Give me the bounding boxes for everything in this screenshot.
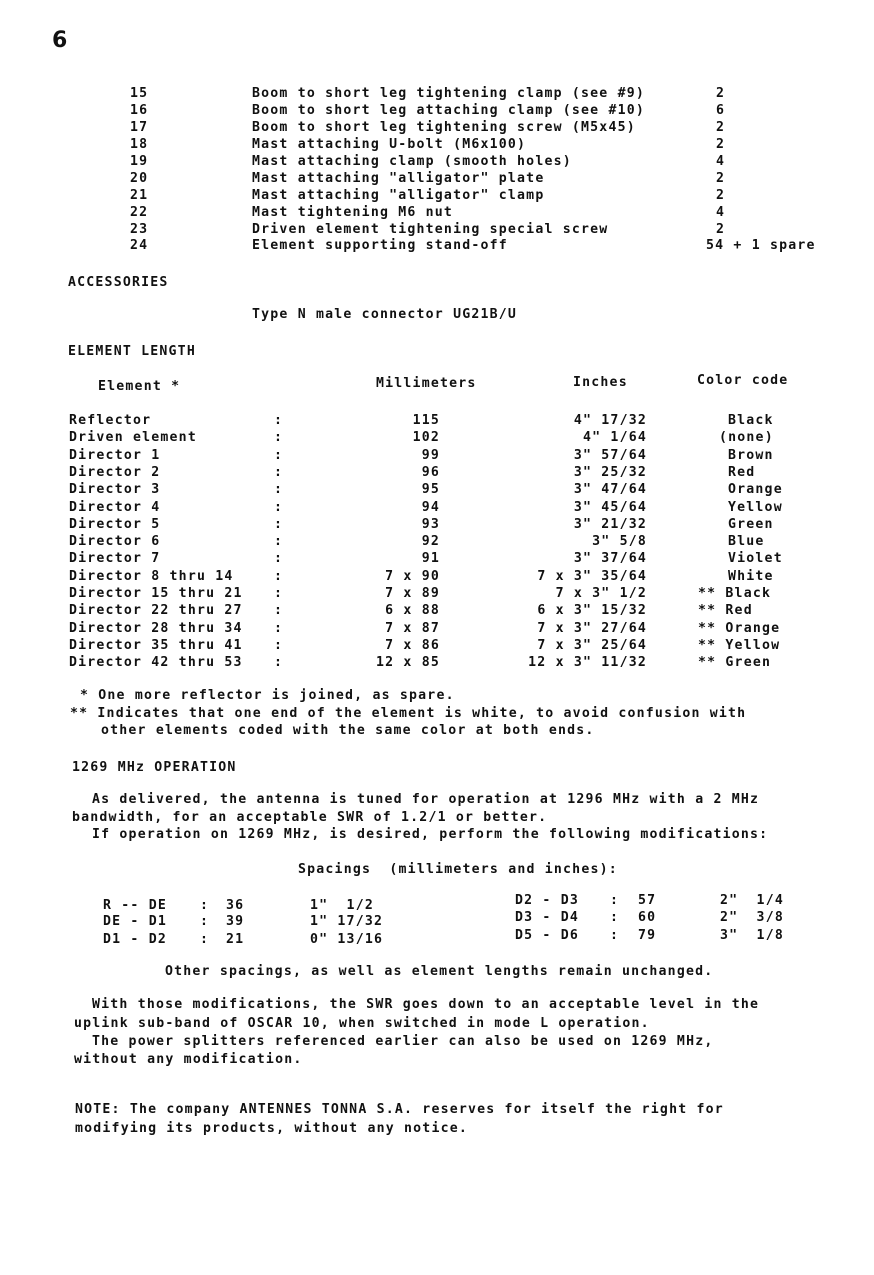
part-number: 24: [130, 238, 149, 253]
element-row: [0, 500, 874, 517]
column-header-inches: Inches: [573, 375, 628, 390]
element-inches: 7 x 3" 35/64: [537, 568, 647, 584]
element-name: Director 22 thru 27: [69, 603, 243, 619]
element-mm: 7 x 90: [385, 568, 440, 584]
element-mm: 94: [421, 499, 440, 515]
element-inches: 3" 21/32: [573, 516, 647, 532]
separator-colon: :: [610, 928, 620, 943]
parts-list-row: [0, 137, 874, 154]
spacing-mm: 79: [638, 928, 657, 943]
separator-colon: :: [274, 586, 284, 601]
separator-colon: :: [274, 447, 284, 463]
part-description: Boom to short leg attaching clamp (see #10): [252, 103, 646, 118]
footnote-white-end-1: ** Indicates that one end of the element is white, to avoid confusion with: [70, 706, 747, 721]
part-quantity: 4: [716, 154, 726, 169]
part-description: Boom to short leg tightening screw (M5x45): [252, 120, 636, 135]
element-row: [0, 638, 874, 655]
element-row: [0, 413, 874, 430]
element-mm: 7 x 86: [385, 637, 440, 653]
element-color-code: ** Orange: [698, 620, 781, 636]
column-header-mm: Millimeters: [376, 376, 477, 391]
element-mm: 7 x 87: [385, 620, 440, 636]
spacing-mm: 57: [638, 893, 657, 908]
part-number: 23: [130, 222, 149, 237]
element-inches: 4" 17/32: [573, 413, 647, 428]
element-mm: 95: [421, 482, 440, 498]
spacing-row: [0, 910, 874, 927]
element-mm: 96: [421, 464, 440, 480]
element-name: Director 6: [69, 534, 161, 550]
column-header-color: Color code: [697, 373, 789, 388]
element-inches: 3" 45/64: [573, 499, 647, 515]
separator-colon: :: [274, 430, 284, 446]
element-name: Director 4: [69, 499, 161, 515]
element-color-code: Orange: [728, 482, 783, 498]
swr-para-2: uplink sub-band of OSCAR 10, when switched in mode L operation.: [74, 1016, 650, 1031]
element-mm: 115: [412, 413, 440, 428]
part-number: 16: [130, 103, 149, 118]
element-inches: 3" 5/8: [592, 534, 647, 550]
part-number: 22: [130, 205, 149, 220]
part-description: Element supporting stand-off: [252, 238, 508, 253]
part-number: 20: [130, 171, 149, 186]
part-description: Mast attaching U-bolt (M6x100): [252, 137, 527, 152]
part-number: 18: [130, 137, 149, 152]
element-mm: 93: [421, 516, 440, 532]
element-color-code: ** Red: [698, 603, 753, 619]
spacing-inches: 1" 17/32: [310, 914, 384, 929]
operation-para-1c: If operation on 1269 MHz, is desired, perform the following modifications:: [92, 827, 769, 842]
operation-para-1b: bandwidth, for an acceptable SWR of 1.2/1 or better.: [72, 810, 548, 825]
parts-list-row: [0, 222, 874, 239]
parts-list-row: [0, 154, 874, 171]
element-name: Director 7: [69, 551, 161, 567]
element-color-code: Black: [728, 413, 774, 428]
spacing-inches: 3" 1/8: [720, 928, 784, 943]
element-length-heading: ELEMENT LENGTH: [68, 344, 196, 359]
unchanged-note: Other spacings, as well as element lengths remain unchanged.: [165, 964, 714, 979]
parts-list-row: [0, 238, 874, 255]
parts-list-row: [0, 120, 874, 137]
part-quantity: 4: [716, 205, 726, 220]
accessory-item: Type N male connector UG21B/U: [252, 307, 518, 322]
element-name: Director 42 thru 53: [69, 655, 243, 671]
accessories-heading: ACCESSORIES: [68, 275, 169, 290]
element-row: [0, 603, 874, 620]
element-color-code: (none): [719, 430, 774, 446]
element-row: [0, 655, 874, 672]
separator-colon: :: [200, 914, 210, 929]
spacing-row: [0, 928, 874, 945]
element-color-code: White: [728, 568, 774, 584]
element-mm: 99: [421, 447, 440, 463]
element-row: [0, 586, 874, 603]
separator-colon: :: [274, 499, 284, 515]
footnote-white-end-2: other elements coded with the same color at both ends.: [101, 723, 595, 738]
element-color-code: Red: [728, 464, 756, 480]
separator-colon: :: [610, 910, 620, 925]
part-description: Mast attaching "alligator" plate: [252, 171, 545, 186]
spacings-title: Spacings (millimeters and inches):: [298, 862, 618, 877]
splitter-para-1: The power splitters referenced earlier can also be used on 1269 MHz,: [92, 1034, 714, 1049]
element-color-code: ** Green: [698, 655, 772, 671]
parts-list-row: [0, 171, 874, 188]
separator-colon: :: [200, 898, 210, 913]
element-inches: 7 x 3" 27/64: [537, 620, 647, 636]
part-quantity: 2: [716, 222, 726, 237]
spacing-inches: 0" 13/16: [310, 932, 384, 947]
spacing-inches: 2" 3/8: [720, 910, 784, 925]
element-mm: 102: [412, 430, 440, 446]
element-row: [0, 430, 874, 447]
element-row: [0, 551, 874, 568]
element-name: Director 15 thru 21: [69, 586, 243, 601]
page-number: 6: [52, 28, 68, 53]
element-row: [0, 621, 874, 638]
separator-colon: :: [274, 551, 284, 567]
separator-colon: :: [274, 516, 284, 532]
element-color-code: Brown: [728, 447, 774, 463]
element-color-code: Yellow: [728, 499, 783, 515]
part-description: Mast attaching clamp (smooth holes): [252, 154, 572, 169]
part-number: 17: [130, 120, 149, 135]
part-quantity: 2: [716, 171, 726, 186]
element-color-code: ** Black: [698, 586, 772, 601]
element-inches: 6 x 3" 15/32: [537, 603, 647, 619]
spacing-pair: D3 - D4: [515, 910, 579, 925]
element-inches: 3" 25/32: [573, 464, 647, 480]
part-quantity: 2: [716, 137, 726, 152]
element-inches: 3" 37/64: [573, 551, 647, 567]
separator-colon: :: [274, 637, 284, 653]
element-inches: 12 x 3" 11/32: [528, 655, 647, 671]
separator-colon: :: [274, 464, 284, 480]
spacing-inches: 1" 1/2: [310, 898, 374, 913]
element-color-code: Green: [728, 516, 774, 532]
spacing-mm: 39: [226, 914, 245, 929]
part-quantity: 6: [716, 103, 726, 118]
element-color-code: Blue: [728, 534, 765, 550]
element-mm: 12 x 85: [376, 655, 440, 671]
element-row: [0, 448, 874, 465]
separator-colon: :: [274, 568, 284, 584]
part-quantity: 54 + 1 spare: [706, 238, 816, 253]
element-row: [0, 534, 874, 551]
footnote-reflector: * One more reflector is joined, as spare.: [80, 688, 455, 703]
spacing-mm: 60: [638, 910, 657, 925]
spacing-pair: D5 - D6: [515, 928, 579, 943]
separator-colon: :: [610, 893, 620, 908]
element-name: Director 35 thru 41: [69, 637, 243, 653]
element-row: [0, 465, 874, 482]
element-inches: 7 x 3" 25/64: [537, 637, 647, 653]
parts-list-row: [0, 103, 874, 120]
splitter-para-2: without any modification.: [74, 1052, 303, 1067]
element-row: [0, 517, 874, 534]
operation-heading: 1269 MHz OPERATION: [72, 760, 237, 775]
part-number: 15: [130, 86, 149, 101]
part-description: Boom to short leg tightening clamp (see #9): [252, 86, 646, 101]
spacing-pair: DE - D1: [103, 914, 167, 929]
element-name: Director 3: [69, 482, 161, 498]
separator-colon: :: [274, 603, 284, 619]
separator-colon: :: [274, 482, 284, 498]
element-name: Director 2: [69, 464, 161, 480]
spacing-row: [0, 893, 874, 910]
operation-para-1a: As delivered, the antenna is tuned for operation at 1296 MHz with a 2 MHz: [92, 792, 760, 807]
element-color-code: ** Yellow: [698, 637, 781, 653]
element-name: Director 1: [69, 447, 161, 463]
part-number: 21: [130, 188, 149, 203]
element-mm: 7 x 89: [385, 586, 440, 601]
part-quantity: 2: [716, 120, 726, 135]
part-quantity: 2: [716, 86, 726, 101]
parts-list-row: [0, 86, 874, 103]
element-name: Reflector: [69, 413, 152, 428]
element-mm: 91: [421, 551, 440, 567]
company-note-2: modifying its products, without any notice.: [75, 1121, 469, 1136]
spacing-pair: D1 - D2: [103, 932, 167, 947]
element-row: [0, 482, 874, 499]
part-number: 19: [130, 154, 149, 169]
part-quantity: 2: [716, 188, 726, 203]
parts-list-row: [0, 188, 874, 205]
element-inches: 3" 47/64: [573, 482, 647, 498]
separator-colon: :: [274, 413, 284, 428]
spacing-mm: 36: [226, 898, 245, 913]
part-description: Driven element tightening special screw: [252, 222, 609, 237]
spacing-mm: 21: [226, 932, 245, 947]
spacing-inches: 2" 1/4: [720, 893, 784, 908]
separator-colon: :: [274, 620, 284, 636]
column-header-element: Element *: [98, 379, 181, 394]
element-color-code: Violet: [728, 551, 783, 567]
element-name: Driven element: [69, 430, 197, 446]
parts-list-row: [0, 205, 874, 222]
part-description: Mast tightening M6 nut: [252, 205, 454, 220]
element-name: Director 28 thru 34: [69, 620, 243, 636]
separator-colon: :: [274, 534, 284, 550]
separator-colon: :: [200, 932, 210, 947]
element-row: [0, 569, 874, 586]
element-mm: 92: [421, 534, 440, 550]
swr-para-1: With those modifications, the SWR goes down to an acceptable level in the: [92, 997, 760, 1012]
element-inches: 4" 1/64: [583, 430, 647, 446]
element-mm: 6 x 88: [385, 603, 440, 619]
element-name: Director 5: [69, 516, 161, 532]
part-description: Mast attaching "alligator" clamp: [252, 188, 545, 203]
spacing-pair: D2 - D3: [515, 893, 579, 908]
element-inches: 7 x 3" 1/2: [555, 586, 647, 601]
company-note-1: NOTE: The company ANTENNES TONNA S.A. reserves for itself the right for: [75, 1102, 724, 1117]
element-inches: 3" 57/64: [573, 447, 647, 463]
spacing-pair: R -- DE: [103, 898, 167, 913]
element-name: Director 8 thru 14: [69, 568, 234, 584]
separator-colon: :: [274, 655, 284, 671]
